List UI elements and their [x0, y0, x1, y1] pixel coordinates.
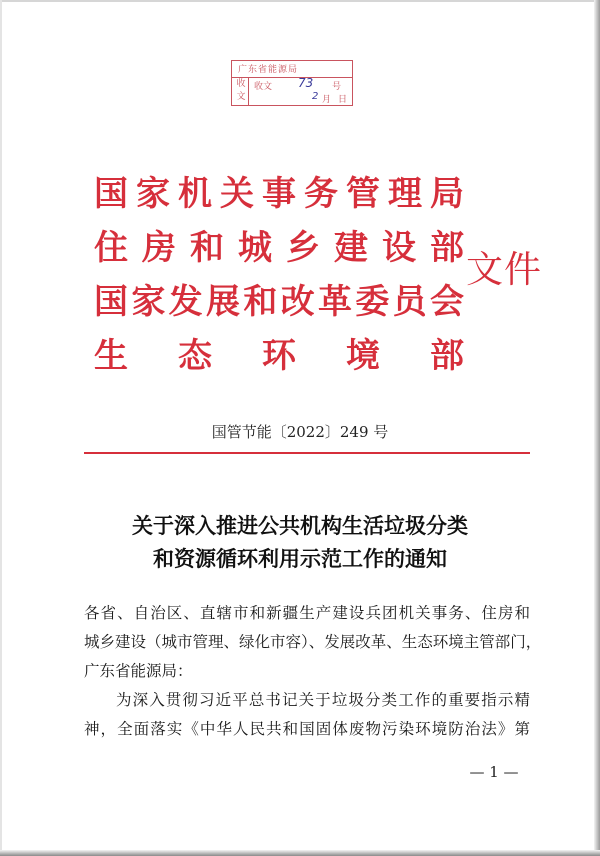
- issuer-character: 员: [392, 282, 427, 322]
- stamp-handwritten-month: 2: [312, 91, 319, 102]
- document-number: 国管节能〔2022〕249 号: [211, 423, 389, 441]
- issuer-line-3: [94, 282, 464, 322]
- issuer-character: 国: [94, 174, 128, 214]
- issuer-character: 家: [131, 282, 166, 322]
- issuer-line-1: [94, 174, 464, 214]
- issuer-character: 国: [94, 282, 128, 322]
- received-stamp: [231, 60, 353, 106]
- addressee-line-1: 各省、自治区、直辖市和新疆生产建设兵团机关事务、住房和: [84, 604, 530, 622]
- issuer-character: 乡: [286, 228, 320, 268]
- issuer-character: 委: [355, 282, 390, 322]
- stamp-column-divider: [248, 77, 249, 105]
- issuer-character: 建: [334, 228, 368, 268]
- paragraph-1-line-1: 为深入贯彻习近平总书记关于垃圾分类工作的重要指示精: [116, 691, 530, 709]
- scan-edge-top: [0, 0, 600, 2]
- issuer-character: 机: [178, 174, 212, 214]
- issuer-character: 理: [388, 174, 422, 214]
- issuer-character: 设: [382, 228, 416, 268]
- page-number: — 1 —: [469, 763, 519, 781]
- document-type-label: 文件: [466, 248, 542, 291]
- issuer-character: 环: [262, 336, 296, 376]
- stamp-handwritten-number: 73: [298, 76, 314, 90]
- issuer-character: 关: [220, 174, 254, 214]
- issuer-character: 和: [243, 282, 278, 322]
- issuer-character: 展: [205, 282, 240, 322]
- issuer-character: 生: [94, 336, 128, 376]
- issuer-character: 家: [136, 174, 170, 214]
- addressee-line-2: 城乡建设（城市管理、绿化市容）、发展改革、生态环境主管部门，: [84, 633, 542, 651]
- issuer-character: 事: [262, 174, 296, 214]
- paragraph-1-line-2: 神，全面落实《中华人民共和国固体废物污染环境防治法》第: [84, 720, 530, 738]
- stamp-row2-suffix: 月: [322, 95, 332, 105]
- issuer-character: 部: [430, 336, 464, 376]
- issuer-character: 务: [304, 174, 338, 214]
- notice-title-line-1: 关于深入推进公共机构生活垃圾分类: [132, 513, 468, 538]
- stamp-divider: [232, 77, 352, 78]
- notice-title-line-2: 和资源循环利用示范工作的通知: [153, 546, 447, 571]
- issuer-character: 局: [430, 174, 464, 214]
- stamp-row2-label: 文: [236, 92, 246, 102]
- issuer-character: 改: [280, 282, 315, 322]
- stamp-row1-label: 收: [236, 79, 246, 89]
- scan-edge-bottom: [0, 850, 600, 856]
- issuer-character: 管: [346, 174, 380, 214]
- stamp-row1-mid: 收文: [254, 82, 273, 92]
- issuer-character: 会: [429, 282, 464, 322]
- issuer-character: 部: [430, 228, 464, 268]
- issuer-character: 和: [190, 228, 224, 268]
- issuer-character: 发: [168, 282, 203, 322]
- issuer-character: 革: [317, 282, 352, 322]
- issuer-character: 城: [238, 228, 272, 268]
- issuer-character: 境: [346, 336, 380, 376]
- issuer-line-4: [94, 336, 464, 376]
- stamp-row2-end: 日: [338, 95, 348, 105]
- issuer-character: 住: [94, 228, 128, 268]
- issuer-character: 态: [178, 336, 212, 376]
- stamp-row1-suffix: 号: [332, 82, 342, 92]
- red-separator-line: [84, 452, 530, 454]
- stamp-title: 广东省能源局: [238, 65, 299, 75]
- addressee-line-3: 广东省能源局：: [84, 662, 193, 680]
- issuer-character: 房: [142, 228, 176, 268]
- issuer-line-2: [94, 228, 464, 268]
